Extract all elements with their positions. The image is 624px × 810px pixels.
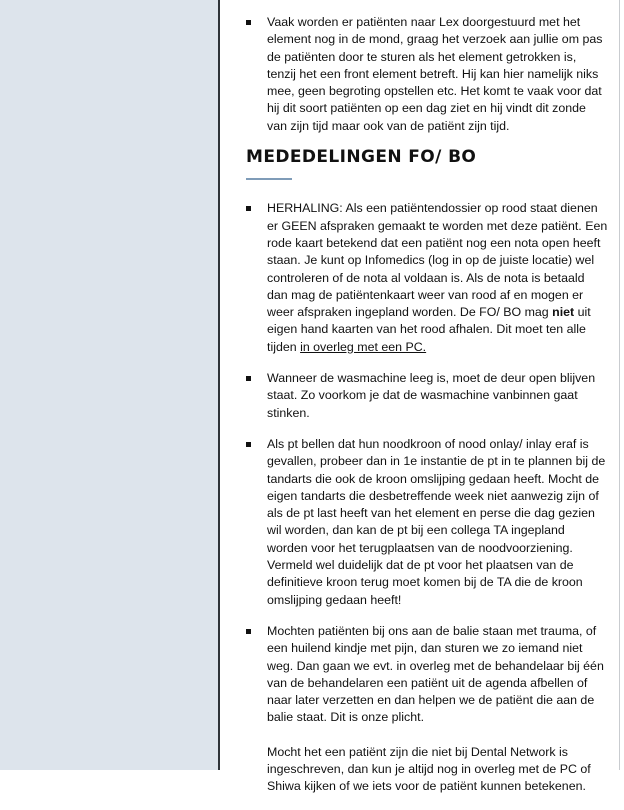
bullet-icon [246,20,251,25]
paragraph: Vaak worden er patiënten naar Lex doorgestuurd met het element nog in de mond, graag het verzoek aan jullie om pas de patiënten door te sturen als het element getrokken is, tenzij het een front element betreft. Hij kan hier namelijk niks mee, geen begroting opstellen etc. Het komt te vaak voor dat hij dit soort patiënten op een dag ziet en hij vindt dit zonde van zijn tijd maar ook van de patiënt zijn tijd. [267,15,603,133]
section-heading: MEDEDELINGEN FO/ BO [246,147,477,168]
list-item-wasmachine [246,370,608,422]
paragraph: Als pt bellen dat hun noodkroon of nood onlay/ inlay eraf is gevallen, probeer dan in 1e instantie de pt in te plannen bij de tandarts die ook de kroon omslijping gedaan heeft. Mocht de eigen tandarts die desbetreffende week niet aanwezig zijn of als de pt last heeft van het element en perse die dag gezien wil worden, dan kan de pt bij een collega TA ingepland worden voor het terugplaatsen van de noodvoorziening. Vermeld wel duidelijk dat de pt voor het plaatsen van de definitieve kroon terug moet komen bij de TA die de kroon omslijping gedaan heeft! [267,436,606,607]
heading-underline [246,178,292,180]
list-item-noodkroon [246,436,608,609]
bullet-icon [246,629,251,634]
page-divider [218,0,220,770]
page-edge [619,0,620,770]
text-run: HERHALING: Als een patiëntendossier op rood staat dienen er GEEN afspraken gemaakt te worden met deze patiënt. Een rode kaart betekend dat een patiënt nog een nota open heeft staan. Je kunt op Infomedics (log in op de juiste locatie) wel controleren of de nota al voldaan is. Als de nota is betaald dan mag de patiëntenkaart weer van rood af en mogen er weer afspraken ingepland worden. De FO/ BO mag [267,201,608,320]
side-panel [0,0,218,770]
document-body [246,14,608,810]
bullet-icon [246,442,251,447]
underlined-text: in overleg met een PC. [300,339,427,354]
paragraph: Mochten patiënten bij ons aan de balie staan met trauma, of een huilend kindje met pijn, dan sturen we zo iemand niet weg. Dan gaan we evt. in overleg met de behandelaar bij één van de behandelaren een patiënt uit de agenda afbellen of naar later verzetten en dan helpen we de patiënt die aan de balie staat. Dit is onze plicht. [267,623,604,725]
list-item-lex [246,14,608,135]
text-run: uit eigen hand kaarten van het rood afhalen. Dit moet ten alle tijden [267,305,591,354]
paragraph: Mocht het een patiënt zijn die niet bij Dental Network is ingeschreven, dan kun je altijd nog in overleg met de PC of Shiwa kijken of we iets voor de patiënt kunnen betekenen. [267,744,591,794]
paragraph [267,200,608,356]
bullet-icon [246,206,251,211]
bullet-icon [246,376,251,381]
paragraph: Wanneer de wasmachine leeg is, moet de deur open blijven staat. Zo voorkom je dat de wasmachine vanbinnen gaat stinken. [267,371,596,420]
list-item-herhaling [246,200,608,356]
bold-text: niet [552,305,575,320]
